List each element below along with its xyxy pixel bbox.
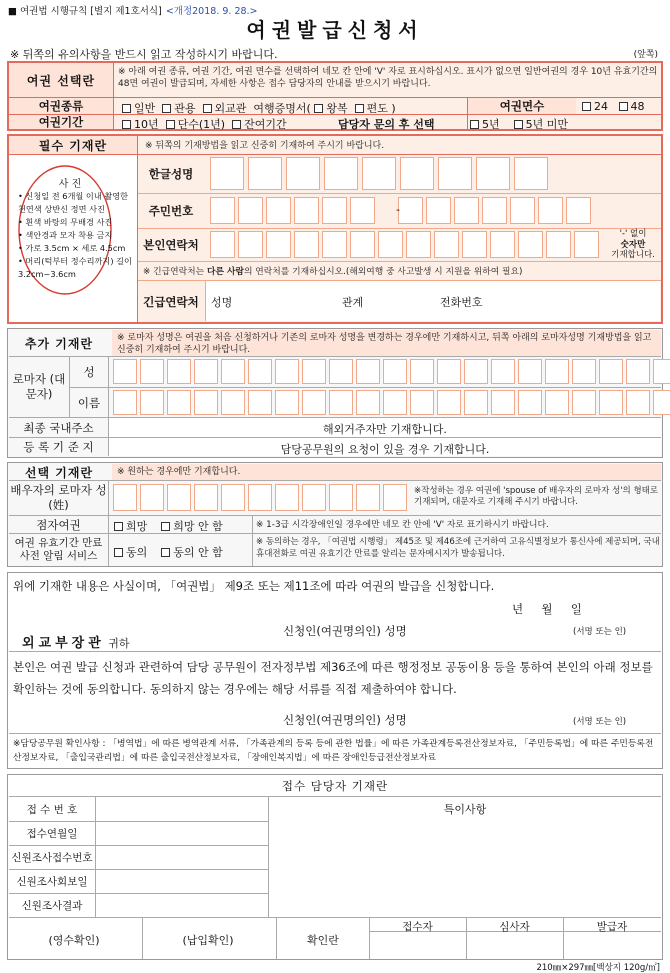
roman-surname-cell[interactable]: [275, 359, 299, 384]
spouse-surname-cell[interactable]: [167, 484, 191, 511]
office-row-field[interactable]: [97, 895, 266, 915]
instruction-text: ※ 뒤쪽의 유의사항을 반드시 읽고 작성하시기 바랍니다.: [10, 48, 278, 61]
applicant-name-label: 신청인(여권명의인) 성명: [283, 624, 407, 638]
passport-period-label: 여권기간: [9, 115, 113, 129]
office-row-divider: [9, 893, 268, 894]
spouse-note: ※작성하는 경우 여권에 'spouse of 배우자의 로마자 성'의 형태로 기재되며, 대문자로 기재해 주시기 바랍니다.: [414, 486, 659, 507]
passport-type-options: [122, 100, 396, 116]
korean-name-cell[interactable]: [438, 157, 472, 190]
spouse-surname-cell[interactable]: [248, 484, 272, 511]
roman-given-cell[interactable]: [248, 390, 272, 415]
korean-name-cell[interactable]: [476, 157, 510, 190]
roman-surname-cell[interactable]: [572, 359, 596, 384]
contact-cell[interactable]: [350, 231, 375, 258]
office-row-divider: [9, 821, 268, 822]
resident-no-cell[interactable]: [482, 197, 507, 224]
required-note: ※ 뒤쪽의 기재방법을 읽고 신중히 기재하여 주시기 바랍니다.: [145, 141, 385, 151]
roman-surname-cell[interactable]: [113, 359, 137, 384]
roman-given-cell[interactable]: [518, 390, 542, 415]
type-general-checkbox[interactable]: 일반: [122, 102, 155, 115]
passport-pages-options: [582, 100, 645, 113]
consent-text: 본인은 여권 발급 신청과 관련하여 담당 공무원이 전자정부법 제36조에 따른 행정정보 공동이용 등을 통하여 본인의 아래 정보를 확인하는 것에 동의합니다. 동의하지 않는 경우에는 해당 서류를 직접 제출하여야 합니다.: [13, 660, 653, 696]
passport-pages-label: 여권면수: [468, 98, 576, 114]
address-label: 최종 국내주소: [23, 420, 94, 435]
office-row-field[interactable]: [97, 847, 266, 867]
roman-surname-cell[interactable]: [437, 359, 461, 384]
pages-48-checkbox[interactable]: 48: [619, 100, 645, 113]
optional-note: ※ 원하는 경우에만 기재합니다.: [117, 467, 241, 477]
roman-surname-cell[interactable]: [518, 359, 542, 384]
korean-name-cell[interactable]: [514, 157, 548, 190]
domicile-label: 등 록 기 준 지: [23, 440, 94, 454]
inquiry-options: [470, 116, 568, 132]
roman-surname-cell[interactable]: [140, 359, 164, 384]
expiry-agree-checkbox[interactable]: 동의: [114, 546, 147, 559]
photo-guidelines: • 신청일 전 6개월 이내 촬영한 천연색 상반신 정면 사진 • 흰색 바탕의 무배경 사진 • 색안경과 모자 착용 금지 • 가로 3.5cm × 세로 4.5cm • 머리(턱부터 정수리까지) 길이 3.2cm~3.6cm: [18, 191, 132, 279]
roman-given-cell[interactable]: [275, 390, 299, 415]
roman-given-cell[interactable]: [626, 390, 650, 415]
emergency-field[interactable]: [205, 281, 660, 321]
roman-label: 로마자 (대문자): [12, 372, 66, 401]
addressee: 외교부장관 귀하: [22, 636, 130, 651]
roman-surname-cell[interactable]: [302, 359, 326, 384]
emergency-label: 긴급연락처: [143, 294, 199, 309]
special-notes-label: 특이사항: [443, 803, 487, 816]
applicant2-name-label: 신청인(여권명의인) 성명: [283, 713, 407, 727]
receiver-label: 접수자: [402, 921, 433, 933]
roman-surname-cell[interactable]: [545, 359, 569, 384]
spouse-surname-cell[interactable]: [383, 484, 407, 511]
roman-surname-cell[interactable]: [221, 359, 245, 384]
spouse-surname-cell[interactable]: [221, 484, 245, 511]
contact-note: '-' 없이 숫자만 기재합니다.: [611, 229, 655, 260]
declaration-text: 위에 기재한 내용은 사실이며, 「여권법」 제9조 또는 제11조에 따라 여권의 발급을 신청합니다.: [13, 579, 495, 593]
passport-type-label: 여권종류: [9, 98, 113, 114]
resident-no-cell[interactable]: [350, 197, 375, 224]
roman-given-cell[interactable]: [194, 390, 218, 415]
period-remaining-checkbox[interactable]: 잔여기간: [232, 118, 287, 131]
emergency-phone-label: 전화번호: [440, 296, 483, 309]
passport-select-title: 여권 선택란: [9, 63, 113, 97]
emergency-name-label: 성명: [211, 296, 233, 309]
roman-given-cell[interactable]: [356, 390, 380, 415]
resident-no-cell[interactable]: [238, 197, 263, 224]
contact-cell[interactable]: [210, 231, 235, 258]
roman-surname-cell[interactable]: [491, 359, 515, 384]
contact-label: 본인연락처: [143, 238, 199, 252]
roman-surname-cell[interactable]: [356, 359, 380, 384]
roman-given-cell[interactable]: [113, 390, 137, 415]
contact-cell[interactable]: [266, 231, 291, 258]
spouse-surname-cell[interactable]: [113, 484, 137, 511]
inquiry-under5y-checkbox[interactable]: 5년 미만: [514, 118, 568, 131]
type-diplomat-checkbox[interactable]: 외교관: [203, 102, 247, 115]
domicile-text: 담당공무원의 요청이 있을 경우 기재합니다.: [280, 443, 490, 456]
passport-select-note: ※ 아래 여권 종류, 여권 기간, 여권 면수를 선택하여 네모 칸 안에 'V' 자로 표시하십시오. 표시가 없으면 일반여권의 경우 10년 유효기간의 48면 여권이 발급되며, 자세한 사항은 접수 담당자의 안내를 받으시기 바랍니다.: [118, 67, 658, 89]
inquiry-5y-checkbox[interactable]: 5년: [470, 118, 500, 131]
office-row-divider: [9, 869, 268, 870]
office-row-label: 신원조사접수번호: [11, 852, 93, 864]
contact-cell[interactable]: [462, 231, 487, 258]
roman-surname-cell[interactable]: [167, 359, 191, 384]
office-title: 접수 담당자 기재란: [281, 779, 389, 793]
spouse-label: 배우자의 로마자 성(姓): [10, 483, 107, 512]
revision-date: <개정2018. 9. 28.>: [165, 6, 258, 17]
roman-given-cell[interactable]: [464, 390, 488, 415]
issuer-label: 발급자: [596, 921, 628, 933]
roman-surname-cell[interactable]: [653, 359, 670, 384]
office-row-label: 신원조사회보일: [16, 876, 88, 888]
roman-given-cell[interactable]: [140, 390, 164, 415]
pages-24-checkbox[interactable]: 24: [582, 100, 608, 113]
braille-yes-checkbox[interactable]: 희망: [114, 520, 147, 533]
korean-name-cell[interactable]: [400, 157, 434, 190]
law-reference: ■ 여권법 시행규칙 [별지 제1호서식] <개정2018. 9. 28.>: [8, 6, 258, 17]
korean-name-cell[interactable]: [362, 157, 396, 190]
roman-given-cell[interactable]: [329, 390, 353, 415]
roman-given-cell[interactable]: [491, 390, 515, 415]
resident-no-cell[interactable]: [426, 197, 451, 224]
roman-given-cell[interactable]: [572, 390, 596, 415]
expiry-label: 여권 유효기간 만료 사전 알림 서비스: [14, 537, 103, 562]
contact-cell[interactable]: [490, 231, 515, 258]
required-title: 필수 기재란: [9, 136, 137, 154]
roman-given-cell[interactable]: [167, 390, 191, 415]
photo-title: 사 진: [58, 179, 82, 190]
emergency-relation-label: 관계: [342, 296, 364, 309]
paper-spec: 210㎜×297㎜[백상지 120g/㎡]: [536, 963, 660, 973]
resident-no-cell[interactable]: [398, 197, 423, 224]
office-row-field[interactable]: [97, 871, 266, 891]
contact-cell[interactable]: [574, 231, 599, 258]
given-name-label: 이름: [77, 395, 101, 410]
korean-name-cell[interactable]: [324, 157, 358, 190]
contact-cell[interactable]: [406, 231, 431, 258]
braille-no-checkbox[interactable]: 희망 안 함: [161, 520, 223, 533]
spouse-surname-cell[interactable]: [194, 484, 218, 511]
spouse-surname-cell[interactable]: [140, 484, 164, 511]
contact-cell[interactable]: [434, 231, 459, 258]
roman-given-cell[interactable]: [410, 390, 434, 415]
office-row-field[interactable]: [97, 823, 266, 843]
roman-surname-cell[interactable]: [464, 359, 488, 384]
optional-title: 선택 기재란: [9, 464, 109, 480]
contact-cell[interactable]: [546, 231, 571, 258]
contact-cell[interactable]: [294, 231, 319, 258]
resident-no-label: 주민번호: [148, 204, 194, 218]
confirm-label: 확인란: [307, 934, 339, 947]
reviewer-label: 심사자: [499, 921, 530, 933]
spouse-surname-cell[interactable]: [356, 484, 380, 511]
payment-confirm: (납입확인): [182, 934, 234, 947]
passport-period-options: [122, 116, 287, 132]
spouse-surname-cell[interactable]: [275, 484, 299, 511]
address-text: 해외거주자만 기재합니다.: [323, 423, 447, 436]
type-travel-cert-label: 여행증명서(: [253, 102, 311, 115]
office-row-label: 접수연월일: [26, 828, 78, 840]
contact-cell[interactable]: [518, 231, 543, 258]
surname-label: 성: [83, 365, 95, 379]
office-row-field[interactable]: [97, 799, 266, 819]
page-side: (앞쪽): [633, 50, 658, 60]
contact-cell[interactable]: [238, 231, 263, 258]
emergency-note: ※ 긴급연락처는 다른 사람의 연락처를 기재하십시오.(해외여행 중 사고발생 시 지원을 위하여 필요): [143, 267, 523, 277]
resident-no-cell[interactable]: [538, 197, 563, 224]
roman-surname-cell[interactable]: [383, 359, 407, 384]
roman-given-cell[interactable]: [653, 390, 670, 415]
official-check-text: ※담당공무원 확인사항 : 「병역법」에 따른 병역관계 서류, 「가족관계의 등록 등에 관한 법률」에 따른 가족관계등록전산정보자료, 「주민등록법」에 따른 주민등록전산정보자료, 「출입국관리법」에 따른 출입국전산정보자료, 「장애인복지법」에 따른 장애인등급전산정보자료: [13, 739, 654, 763]
resident-no-cell[interactable]: [266, 197, 291, 224]
period-10y-checkbox[interactable]: 10년: [122, 118, 159, 131]
contact-cell[interactable]: [322, 231, 347, 258]
roman-surname-cell[interactable]: [248, 359, 272, 384]
type-official-checkbox[interactable]: 관용: [162, 102, 195, 115]
resident-dash: -: [396, 203, 400, 216]
korean-name-cell[interactable]: [248, 157, 282, 190]
office-row-divider: [9, 845, 268, 846]
form-title: 여권발급신청서: [246, 18, 424, 42]
roman-given-cell[interactable]: [383, 390, 407, 415]
resident-no-cell[interactable]: [566, 197, 591, 224]
braille-label: 점자여권: [36, 517, 81, 532]
korean-name-label: 한글성명: [148, 167, 194, 181]
roman-given-cell[interactable]: [599, 390, 623, 415]
resident-no-cell[interactable]: [510, 197, 535, 224]
office-row-label: 신원조사결과: [21, 900, 83, 912]
roman-surname-cell[interactable]: [410, 359, 434, 384]
period-1y-checkbox[interactable]: 단수(1년): [166, 118, 225, 131]
resident-no-cell[interactable]: [294, 197, 319, 224]
contact-cell[interactable]: [378, 231, 403, 258]
spouse-surname-cell[interactable]: [329, 484, 353, 511]
roman-surname-cell[interactable]: [329, 359, 353, 384]
braille-note: ※ 1-3급 시각장애인일 경우에만 네모 칸 안에 'V' 자로 표기하시기 바랍니다.: [256, 520, 549, 530]
roman-given-cell[interactable]: [302, 390, 326, 415]
declaration-date: 년 월 일: [512, 602, 582, 616]
resident-no-cell[interactable]: [454, 197, 479, 224]
expiry-disagree-checkbox[interactable]: 동의 안 함: [161, 546, 223, 559]
roman-surname-cell[interactable]: [599, 359, 623, 384]
roman-given-cell[interactable]: [221, 390, 245, 415]
roman-given-cell[interactable]: [437, 390, 461, 415]
roman-surname-cell[interactable]: [626, 359, 650, 384]
roman-given-cell[interactable]: [545, 390, 569, 415]
roman-surname-cell[interactable]: [194, 359, 218, 384]
resident-no-cell[interactable]: [210, 197, 235, 224]
applicant-sign: (서명 또는 인): [573, 627, 627, 637]
applicant2-sign: (서명 또는 인): [573, 717, 627, 727]
type-roundtrip-checkbox[interactable]: 왕복: [314, 102, 347, 115]
korean-name-cell[interactable]: [286, 157, 320, 190]
resident-no-cell[interactable]: [322, 197, 347, 224]
inquiry-label: 담당자 문의 후 선택: [338, 118, 435, 131]
korean-name-cell[interactable]: [210, 157, 244, 190]
type-oneway-checkbox[interactable]: 편도 ): [355, 102, 396, 115]
receipt-confirm: (영수확인): [48, 934, 100, 947]
expiry-note: ※ 동의하는 경우, 「여권법 시행령」 제45조 및 제46조에 근거하여 고유식별정보가 통신사에 제공되며, 국내 휴대전화로 여권 유효기간 만료를 알리는 문자메시지가 발송됩니다.: [256, 537, 660, 559]
special-notes-field[interactable]: [272, 820, 658, 914]
spouse-surname-cell[interactable]: [302, 484, 326, 511]
office-row-label: 접 수 번 호: [26, 804, 78, 816]
additional-title: 추가 기재란: [9, 330, 109, 356]
